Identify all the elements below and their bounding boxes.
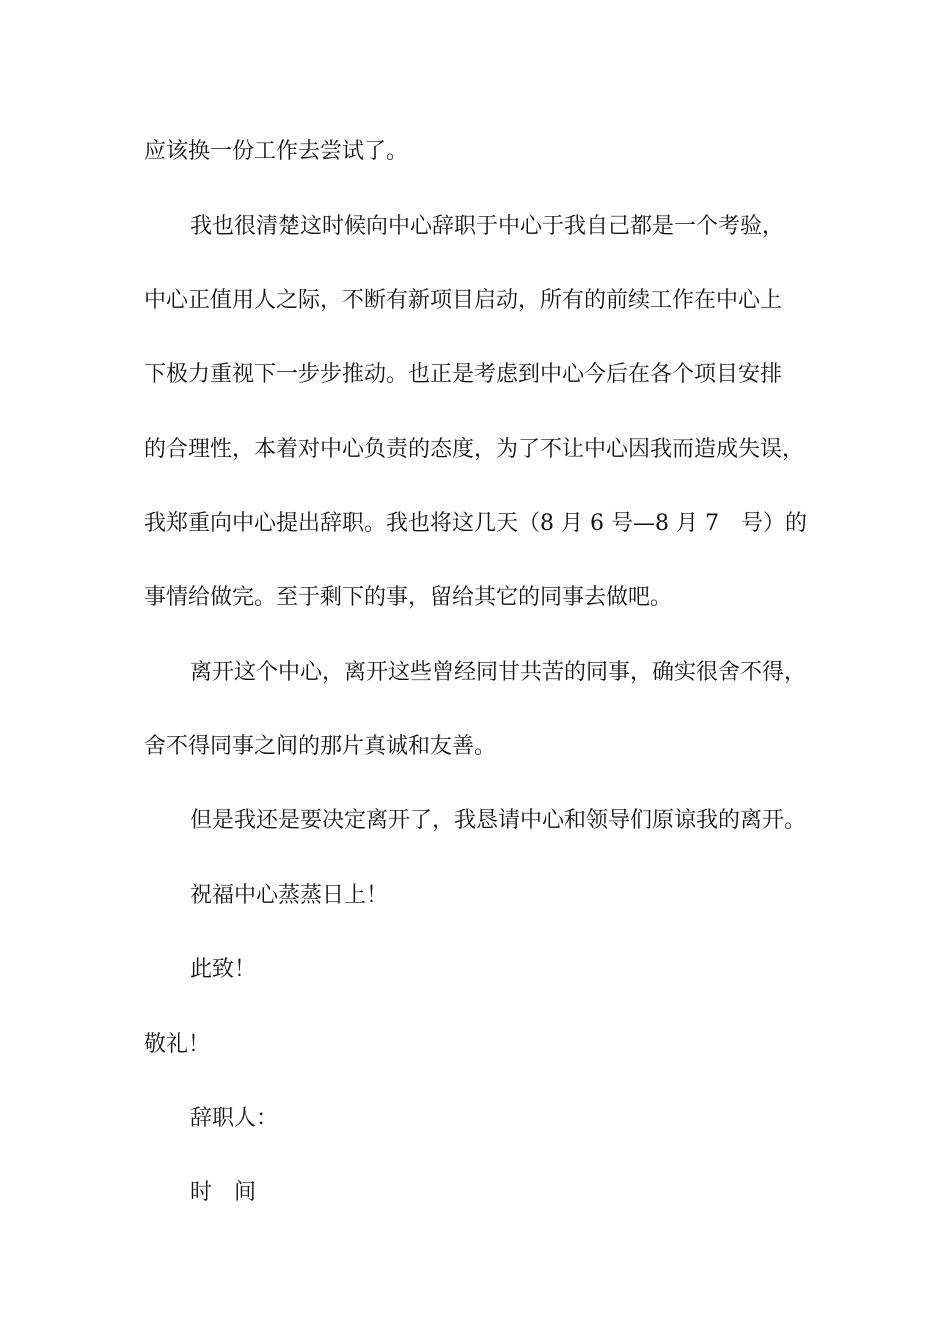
paragraph-line: 舍不得同事之间的那片真诚和友善。 (144, 734, 497, 759)
paragraph-line: 事情给做完。至于剩下的事，留给其它的同事去做吧。 (144, 585, 673, 610)
paragraph-line: 中心正值用人之际，不断有新项目启动，所有的前续工作在中心上 (144, 288, 783, 313)
paragraph-line: 下极力重视下一步步推动。也正是考虑到中心今后在各个项目安排 (144, 362, 783, 387)
closing-regards: 敬礼！ (144, 1032, 211, 1057)
closing-wish: 祝福中心蒸蒸日上！ (190, 883, 389, 908)
signature-label: 辞职人： (190, 1106, 279, 1131)
paragraph-line: 我郑重向中心提出辞职。我也将这几天（8 月 6 号—8 月 7 号）的 (144, 511, 807, 536)
date-label: 时 间 (190, 1180, 257, 1205)
paragraph-line: 应该换一份工作去尝试了。 (144, 139, 409, 164)
paragraph-line: 离开这个中心，离开这些曾经同甘共苦的同事，确实很舍不得， (190, 660, 807, 685)
paragraph-line: 的合理性，本着对中心负责的态度，为了不让中心因我而造成失误， (144, 437, 805, 462)
paragraph-line: 但是我还是要决定离开了，我恳请中心和领导们原谅我的离开。 (190, 808, 807, 833)
paragraph-line: 我也很清楚这时候向中心辞职于中心于我自己都是一个考验， (190, 214, 785, 239)
closing-salutation: 此致！ (190, 957, 257, 982)
